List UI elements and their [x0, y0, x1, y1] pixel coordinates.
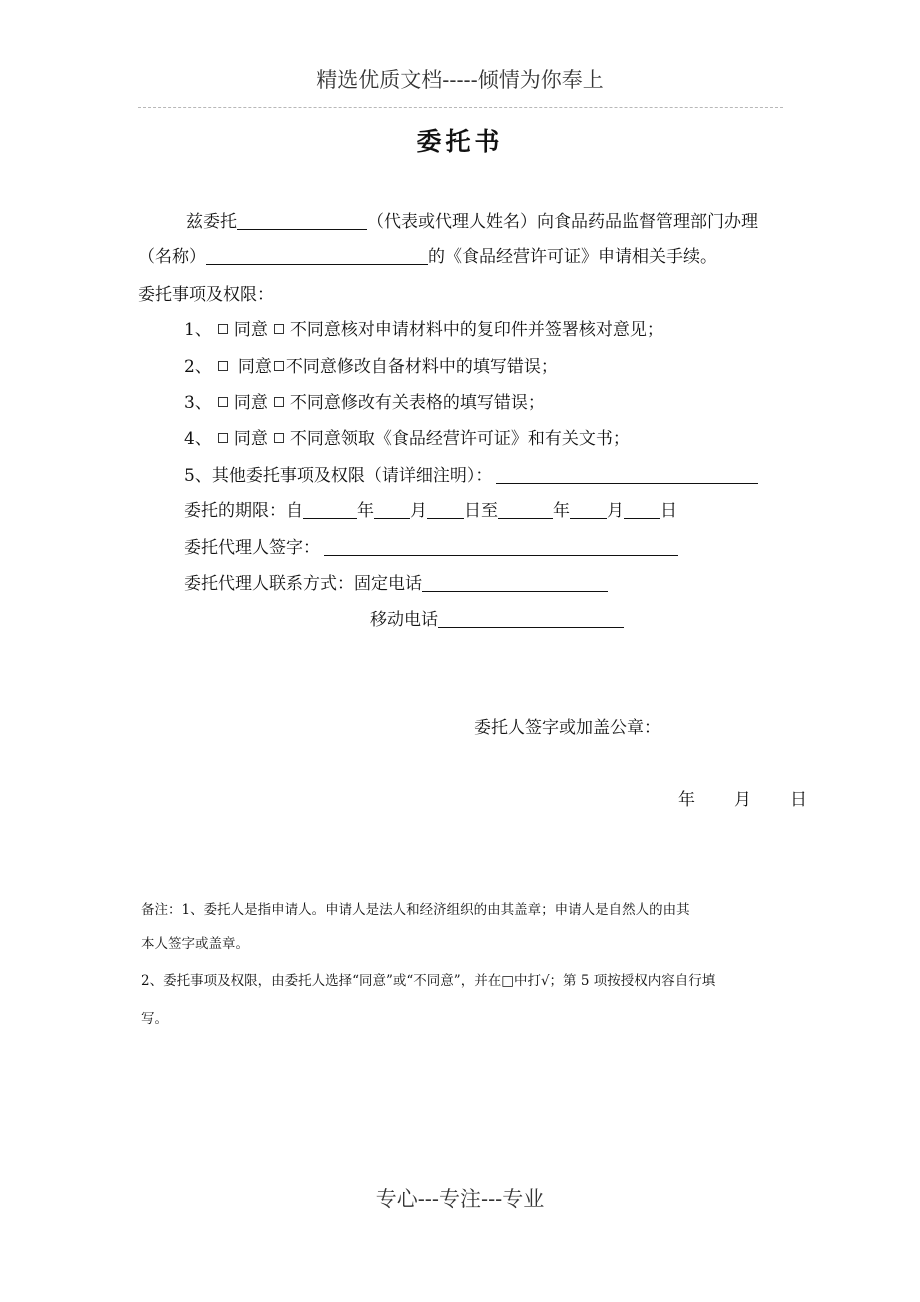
item-text: 修改自备材料中的填写错误；: [336, 357, 558, 377]
intro-line-1: [186, 212, 758, 232]
agent-name-blank[interactable]: [237, 212, 367, 230]
item-text: 修改有关表格的填写错误；: [340, 393, 545, 413]
agree-checkbox[interactable]: [218, 361, 228, 371]
day-label: 日: [660, 501, 677, 521]
agree-checkbox[interactable]: [218, 433, 228, 443]
mobile-phone-label: 移动电话: [370, 610, 438, 630]
item-row: [184, 320, 664, 340]
agent-contact-label: 委托代理人联系方式：: [184, 574, 354, 594]
day-to-label: 日至: [464, 501, 498, 521]
item-text: 领取《食品经营许可证》和有关文书；: [340, 429, 630, 449]
item-row: [184, 393, 545, 413]
document-title: 委托书: [416, 127, 504, 156]
agent-signature-label: 委托代理人签字：: [184, 538, 320, 558]
item-row: [184, 357, 558, 377]
agree-checkbox[interactable]: [218, 397, 228, 407]
disagree-label: 不同意: [289, 429, 341, 449]
note-2-line-2: 写。: [141, 1011, 168, 1027]
end-month-blank[interactable]: [570, 501, 607, 519]
start-day-blank[interactable]: [427, 501, 464, 519]
period-row: [184, 501, 677, 521]
fixed-phone-blank[interactable]: [422, 574, 608, 592]
item-number: 4、: [184, 429, 212, 449]
item-text: 核对申请材料中的复印件并签署核对意见；: [340, 320, 664, 340]
year-label: 年: [553, 501, 570, 521]
mobile-phone-row: [370, 610, 624, 630]
intro-name-label: （名称）: [138, 247, 206, 267]
start-month-blank[interactable]: [374, 501, 410, 519]
agent-contact-row: [184, 574, 608, 594]
end-day-blank[interactable]: [624, 501, 660, 519]
mobile-phone-blank[interactable]: [438, 610, 624, 628]
agree-checkbox[interactable]: [218, 324, 228, 334]
period-label: 委托的期限：自: [184, 501, 303, 521]
intro-line-2: [138, 247, 717, 267]
disagree-checkbox[interactable]: [274, 397, 284, 407]
item-5-label: 5、其他委托事项及权限（请详细注明）：: [184, 466, 493, 486]
principal-signature-label: 委托人签字或加盖公章：: [474, 718, 661, 738]
disagree-label: 不同意: [285, 357, 337, 377]
other-matters-blank[interactable]: [496, 466, 758, 484]
disagree-checkbox[interactable]: [274, 324, 284, 334]
agent-signature-blank[interactable]: [324, 538, 678, 556]
disagree-checkbox[interactable]: [274, 361, 284, 371]
year-label: 年: [357, 501, 374, 521]
header-divider: [138, 107, 783, 108]
end-year-blank[interactable]: [498, 501, 553, 519]
item-number: 3、: [184, 393, 212, 413]
item-number: 2、: [184, 357, 212, 377]
page-footer: 专心---专注---专业: [375, 1187, 545, 1211]
matters-heading: 委托事项及权限：: [138, 285, 274, 305]
note-1-line-2: 本人签字或盖章。: [141, 936, 249, 952]
month-label: 月: [410, 501, 427, 521]
fixed-phone-label: 固定电话: [354, 574, 422, 594]
start-year-blank[interactable]: [303, 501, 357, 519]
intro-entrust-label: 兹委托: [186, 212, 237, 232]
agent-signature-row: [184, 538, 678, 558]
disagree-label: 不同意: [289, 320, 341, 340]
date-month-label: 月: [734, 790, 751, 810]
disagree-checkbox[interactable]: [274, 433, 284, 443]
business-name-blank[interactable]: [206, 247, 428, 265]
item-number: 1、: [184, 320, 212, 340]
note-1-line-1: 备注：1、委托人是指申请人。申请人是法人和经济组织的由其盖章；申请人是自然人的由其: [141, 902, 690, 918]
disagree-label: 不同意: [289, 393, 341, 413]
date-day-label: 日: [790, 790, 807, 810]
intro-agent-hint: （代表或代理人姓名）向食品药品监督管理部门办理: [367, 212, 758, 232]
agree-label: 同意: [233, 320, 268, 340]
agree-label: 同意: [233, 393, 268, 413]
month-label: 月: [607, 501, 624, 521]
note-2-line-1: 2、委托事项及权限，由委托人选择“同意”或“不同意”，并在□中打√；第 5 项按授权内容自行填: [141, 973, 716, 989]
agree-label: 同意: [237, 357, 272, 377]
item-5-row: [184, 466, 758, 486]
page-header: 精选优质文档-----倾情为你奉上: [316, 68, 604, 92]
agree-label: 同意: [233, 429, 268, 449]
date-year-label: 年: [678, 790, 695, 810]
item-row: [184, 429, 630, 449]
intro-license-text: 的《食品经营许可证》申请相关手续。: [428, 247, 717, 267]
